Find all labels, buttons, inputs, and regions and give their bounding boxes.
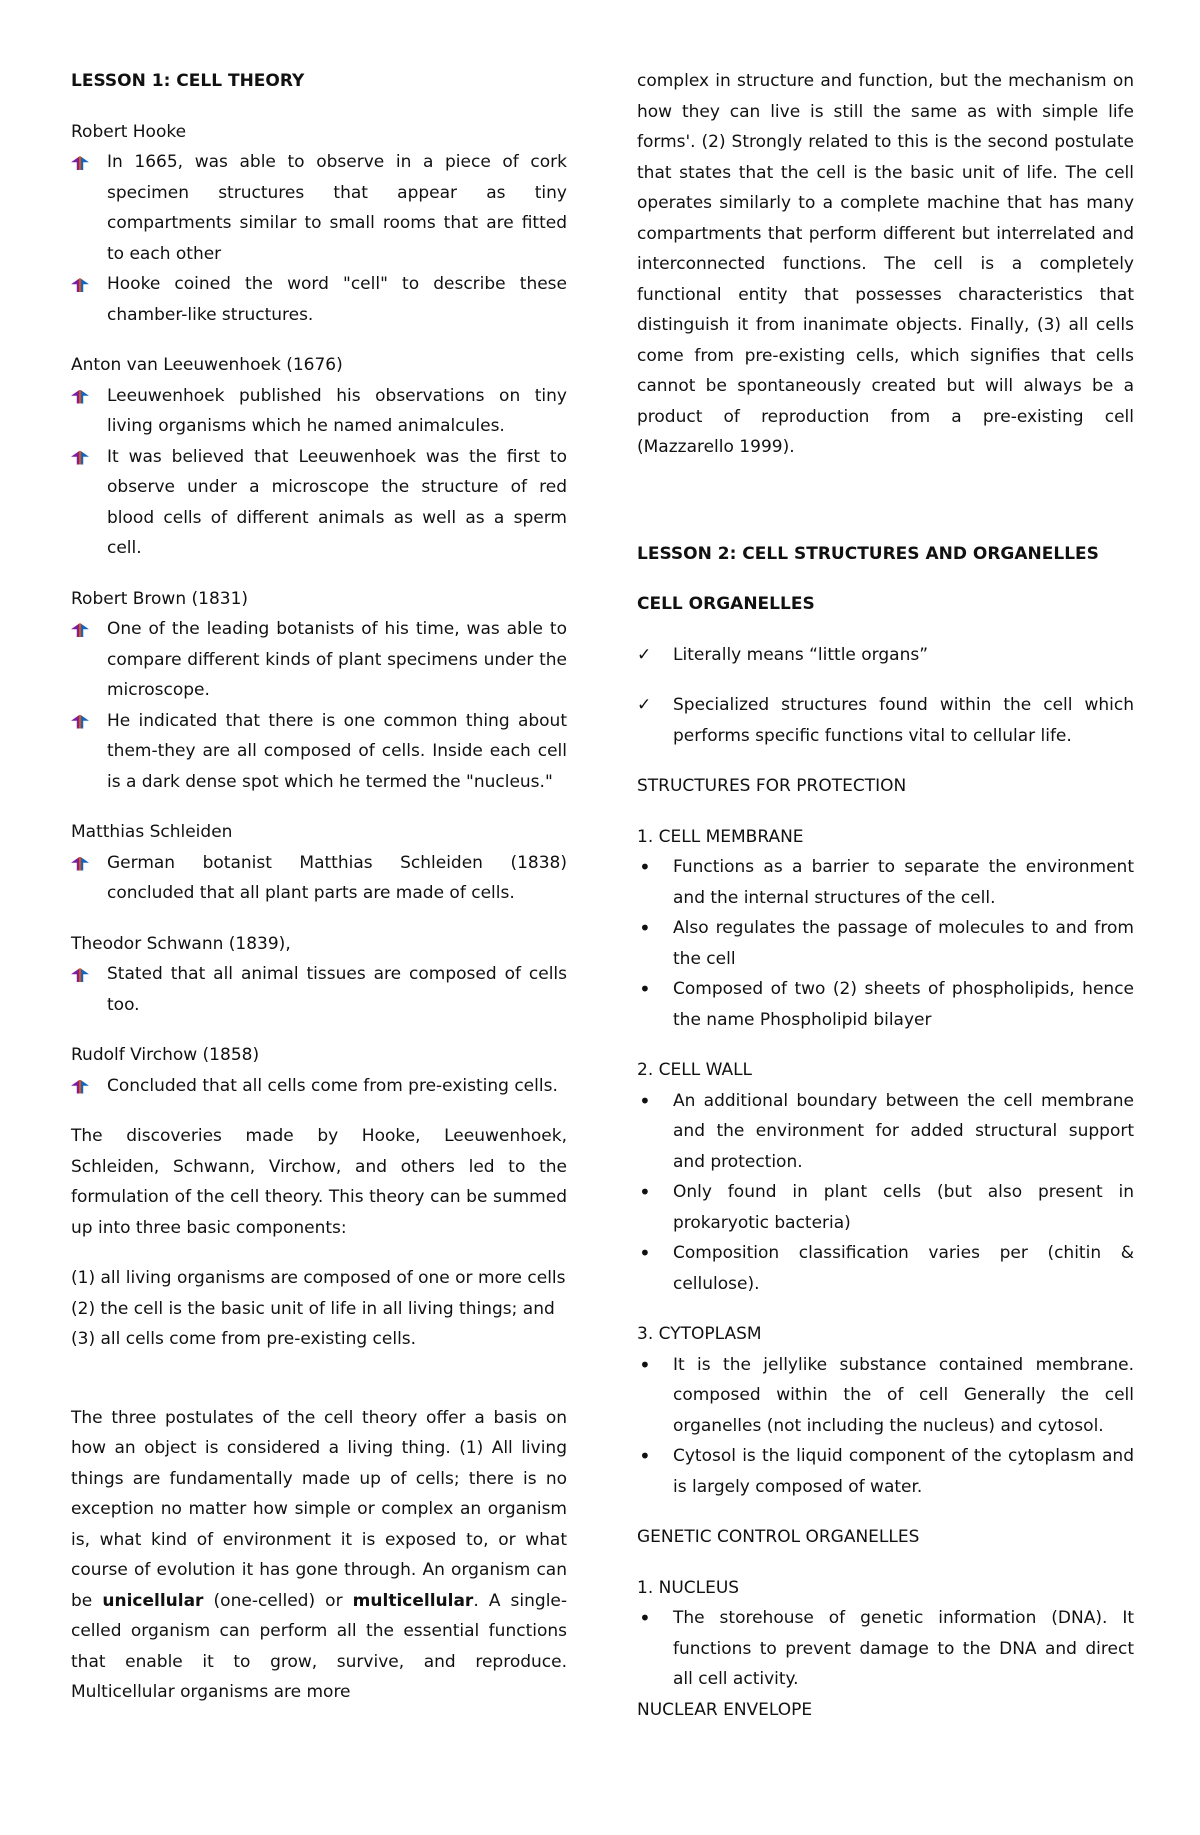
right-column — [637, 66, 1134, 1725]
leeuwenhoek-bullet-1: Leeuwenhoek published his observations on tiny living organisms which he named animalcules. — [71, 381, 567, 442]
membrane-list — [637, 852, 1134, 1035]
protection-title: STRUCTURES FOR PROTECTION — [637, 776, 907, 796]
postulates-text-b: (one-celled) or — [203, 1590, 353, 1611]
hooke-bullet-1: In 1665, was able to observe in a piece of cork specimen structures that appear as tiny compartments similar to small rooms that are fitted to each other — [71, 147, 567, 269]
schleiden-list — [71, 848, 567, 909]
schleiden-bullet-1: German botanist Matthias Schleiden (1838) concluded that all plant parts are made of cells. — [71, 848, 567, 909]
leeuwenhoek-bullet-2: It was believed that Leeuwenhoek was the first to observe under a microscope the structure of red blood cells of different animals as well as a sperm cell. — [71, 442, 567, 564]
continuation-paragraph: complex in structure and function, but the mechanism on how they can live is still the same as with simple life forms'. (2) Strongly related to this is the second postulate that states that the cell is the basic unit of life. The cell operates similarly to a complete machine that has many compartments that perform different but interrelated and interconnected functions. The cell is a completely functional entity that possesses characteristics that distinguish it from inanimate objects. Finally, (3) all cells come from pre-existing cells, which signifies that cells cannot be spontaneously created but will always be a product of reproduction from a pre-existing cell (Mazzarello 1999). — [637, 71, 1134, 457]
discoveries-paragraph: The discoveries made by Hooke, Leeuwenhoek, Schleiden, Schwann, Virchow, and others led to the formulation of the cell theory. This theory can be summed up into three basic components: — [71, 1126, 567, 1238]
wall-bullet-2: • Only found in plant cells (but also present in prokaryotic bacteria) — [637, 1177, 1134, 1238]
wall-list — [637, 1086, 1134, 1300]
membrane-bullet-1: • Functions as a barrier to separate the environment and the internal structures of the cell. — [637, 852, 1134, 913]
virchow-name: Rudolf Virchow (1858) — [71, 1045, 260, 1065]
leeuwenhoek-name: Anton van Leeuwenhoek (1676) — [71, 355, 343, 375]
membrane-bullet-2: • Also regulates the passage of molecules to and from the cell — [637, 913, 1134, 974]
cytoplasm-title: 3. CYTOPLASM — [637, 1324, 762, 1344]
postulates-paragraph — [71, 1403, 567, 1708]
brown-list — [71, 614, 567, 797]
envelope-title: NUCLEAR ENVELOPE — [637, 1699, 813, 1720]
hooke-name: Robert Hooke — [71, 121, 187, 142]
schwann-name: Theodor Schwann (1839), — [71, 933, 291, 954]
cytoplasm-list — [637, 1350, 1134, 1503]
schwann-bullet-1: Stated that all animal tissues are composed of cells too. — [71, 959, 567, 1020]
term-unicellular: unicellular — [102, 1590, 204, 1611]
virchow-list — [71, 1071, 567, 1102]
organelles-list — [637, 640, 1134, 752]
component-1: (1) all living organisms are composed of one or more cells — [71, 1268, 566, 1288]
brown-name: Robert Brown (1831) — [71, 588, 249, 609]
term-multicellular: multicellular — [352, 1590, 474, 1611]
postulates-text-a: The three postulates of the cell theory offer a basis on how an object is considered a living thing. (1) All living things are fundamentally made up of cells; there is no exception no matter how simple or complex an organism is, what kind of environment it is exposed to, or what course of evolution it has gone through. An organism can be — [71, 1407, 567, 1611]
check-item-2: ✓ Specialized structures found within the cell which performs specific functions vital to cellular life. — [637, 690, 1134, 751]
component-3: (3) all cells come from pre-existing cells. — [71, 1329, 417, 1349]
component-2: (2) the cell is the basic unit of life in all living things; and — [71, 1298, 555, 1319]
cytoplasm-bullet-2: • Cytosol is the liquid component of the cytoplasm and is largely composed of water. — [637, 1441, 1134, 1502]
nucleus-title: 1. NUCLEUS — [637, 1577, 740, 1598]
wall-bullet-1: • An additional boundary between the cell membrane and the environment for added structural support and protection. — [637, 1086, 1134, 1178]
membrane-title: 1. CELL MEMBRANE — [637, 826, 804, 847]
nucleus-list — [637, 1603, 1134, 1695]
organelles-title: CELL ORGANELLES — [637, 594, 815, 614]
membrane-bullet-3: • Composed of two (2) sheets of phospholipids, hence the name Phospholipid bilayer — [637, 974, 1134, 1035]
lesson2-title: LESSON 2: CELL STRUCTURES AND ORGANELLES — [637, 543, 1099, 564]
lesson1-title: LESSON 1: CELL THEORY — [71, 71, 305, 91]
genetic-title: GENETIC CONTROL ORGANELLES — [637, 1527, 920, 1547]
virchow-bullet-1: Concluded that all cells come from pre-existing cells. — [71, 1071, 567, 1102]
brown-bullet-1: One of the leading botanists of his time, was able to compare different kinds of plant specimens under the microscope. — [71, 614, 567, 706]
hooke-bullet-2: Hooke coined the word "cell" to describe these chamber-like structures. — [71, 269, 567, 330]
brown-bullet-2: He indicated that there is one common thing about them-they are all composed of cells. Inside each cell is a dark dense spot which he termed the "nucleus." — [71, 706, 567, 798]
nucleus-bullet-1: • The storehouse of genetic information (DNA). It functions to prevent damage to the DNA and direct all cell activity. — [637, 1603, 1134, 1695]
wall-bullet-3: • Composition classification varies per (chitin & cellulose). — [637, 1238, 1134, 1299]
schwann-list — [71, 959, 567, 1020]
schleiden-name: Matthias Schleiden — [71, 822, 233, 842]
check-item-1: ✓ Literally means “little organs” — [637, 640, 1134, 671]
leeuwenhoek-list — [71, 381, 567, 564]
wall-title: 2. CELL WALL — [637, 1060, 753, 1080]
postulates-text-c: . A single-celled organism can perform all the essential functions that enable it to grow, survive, and reproduce. Multicellular organisms are more — [71, 1590, 568, 1702]
left-column — [71, 66, 567, 1708]
hooke-list — [71, 147, 567, 330]
cytoplasm-bullet-1: • It is the jellylike substance contained membrane. composed within the of cell Generally the cell organelles (not including the nucleus) and cytosol. — [637, 1350, 1134, 1442]
